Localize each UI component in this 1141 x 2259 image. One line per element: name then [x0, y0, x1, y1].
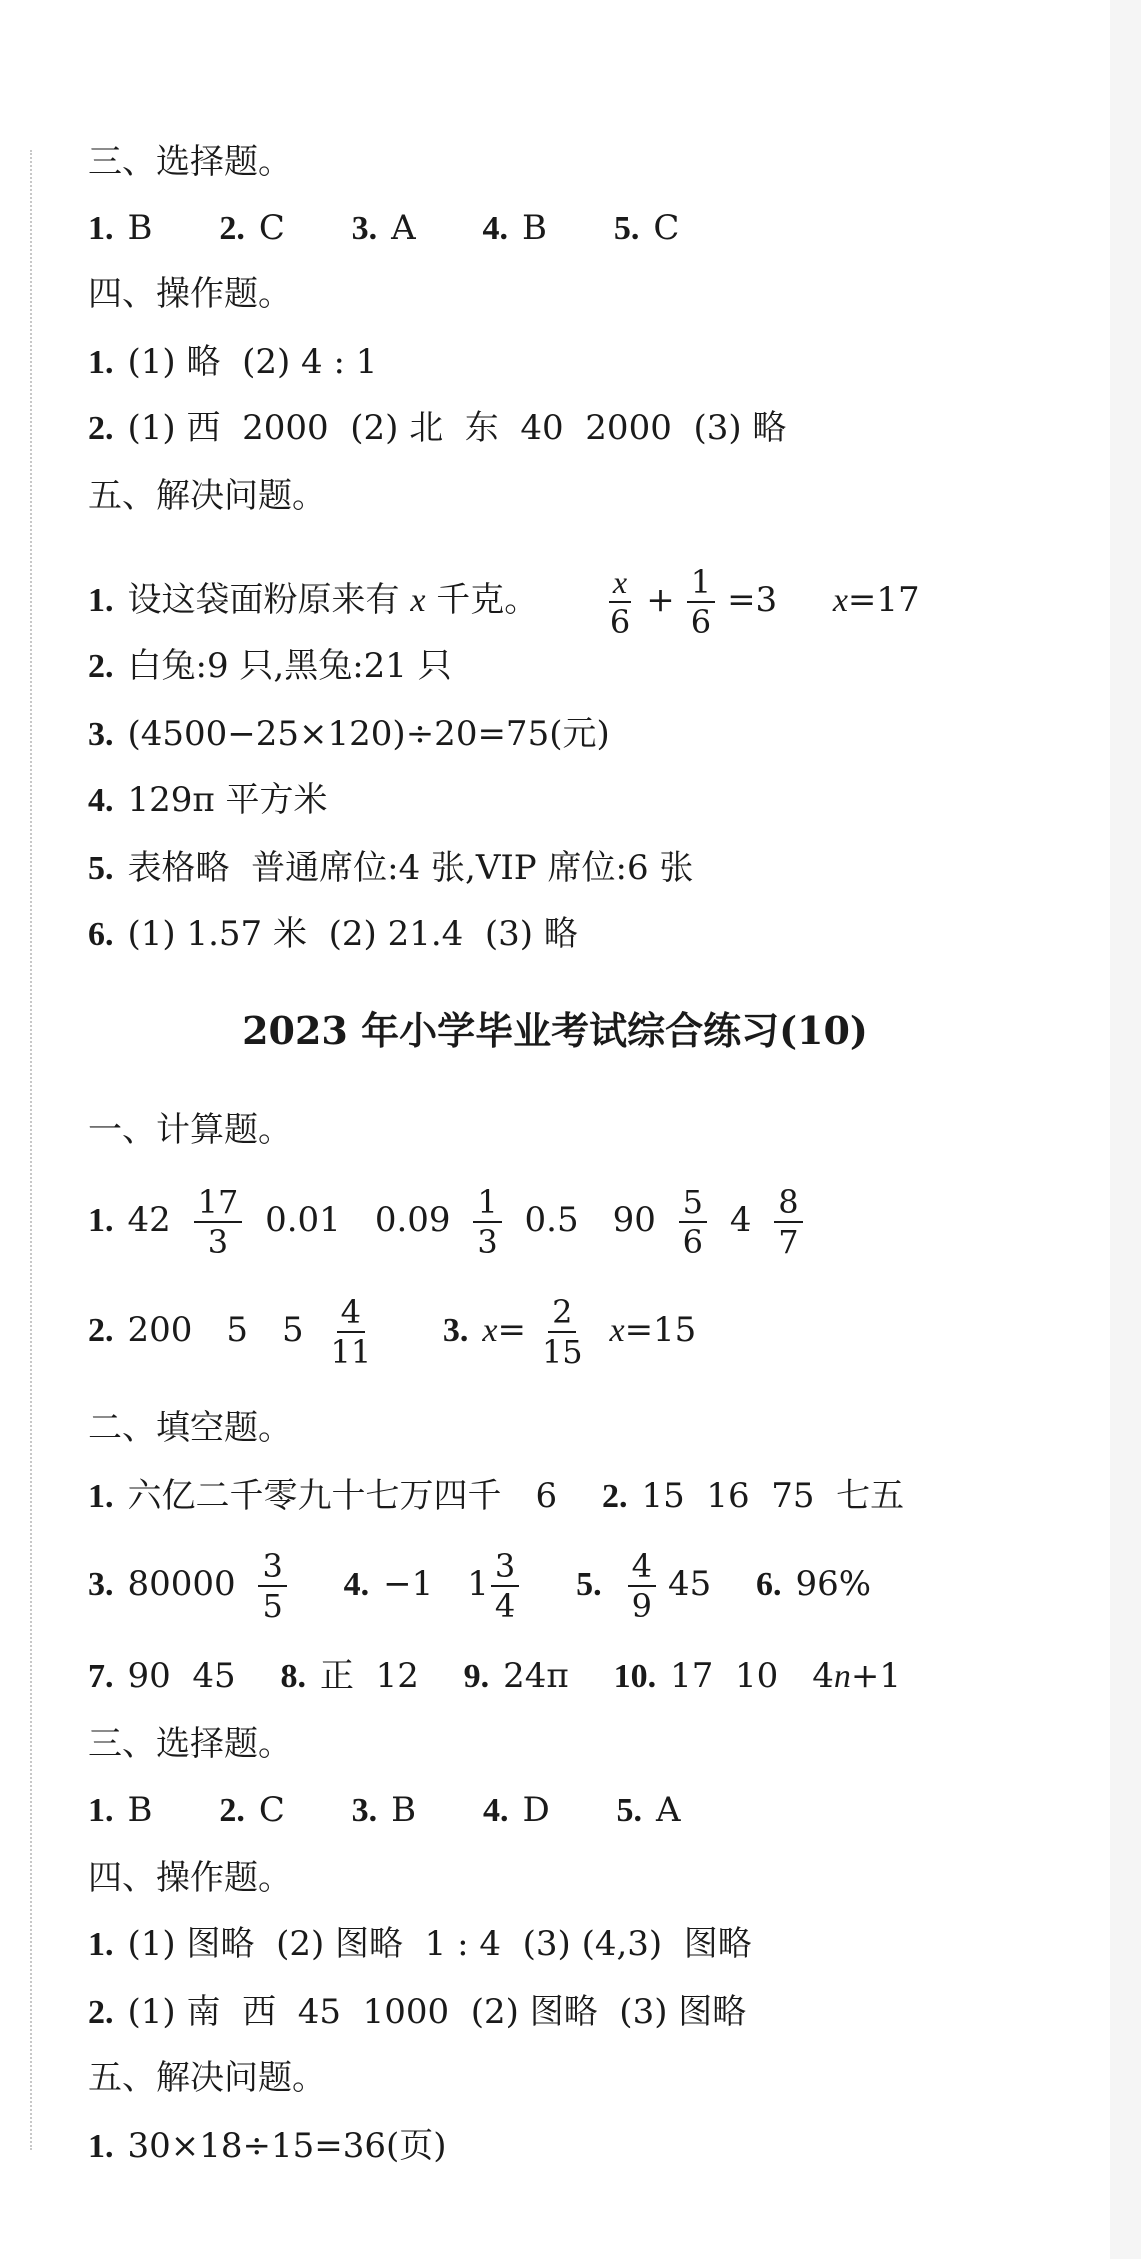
fraction: $\frac{3}{5}$: [258, 1547, 286, 1625]
fraction: $\frac{x}{6}$: [609, 564, 631, 641]
q-num: 6.: [88, 916, 114, 953]
text: 千克。: [436, 580, 539, 620]
q-num: 5.: [88, 850, 114, 887]
calc-q2-q3: 2. 200 5 5 $\frac{4}{11}$ 3. x= $\frac{2}{15}$ x=15: [88, 1293, 697, 1371]
q-num: 3.: [351, 210, 378, 247]
fraction: $\frac{3}{4}$: [491, 1547, 519, 1625]
answer: 129π 平方米: [127, 780, 328, 820]
q-num: 3.: [351, 1792, 378, 1829]
answer: B: [127, 208, 153, 248]
solve-q6: [88, 912, 578, 957]
fraction: $\frac{1}{6}$: [687, 563, 715, 641]
q-num: 5.: [576, 1566, 602, 1603]
q-num: 2.: [601, 1478, 628, 1515]
calc-q1: 1. 42 $\frac{17}{3}$ 0.01 0.09 $\frac{1}{3}$ 0.5 90 $\frac{5}{6}$ 4 $\frac{8}{7}$: [88, 1180, 815, 1261]
text: =3: [727, 580, 778, 620]
answer: (1) 1.57 米 (2) 21.4 (3) 略: [127, 914, 578, 954]
fraction: $\frac{8}{7}$: [774, 1183, 802, 1261]
operation-q1-2: 1. (1) 图略 (2) 图略 1 : 4 (3) (4,3) 图略: [88, 1924, 752, 1964]
exam-title: 2023 年小学毕业考试综合练习(10): [242, 1008, 868, 1053]
fraction: $\frac{1}{3}$: [473, 1183, 501, 1261]
section-title-fill: 二、填空题。: [88, 1408, 292, 1448]
section-title-choice-2: 三、选择题。: [88, 1724, 292, 1764]
q-num: 3.: [442, 1312, 469, 1349]
q-num: 1.: [88, 344, 114, 381]
section-title-solve-2: 五、解决问题。: [88, 2058, 326, 2098]
q-num: 4.: [482, 1792, 509, 1829]
q-num: 1.: [88, 1926, 114, 1963]
fraction: $\frac{4}{11}$: [330, 1293, 372, 1371]
solve-q1-2: 1. 30×18÷15=36(页): [88, 2126, 447, 2166]
q-num: 1.: [88, 2128, 114, 2165]
q-num: 5.: [616, 1792, 643, 1829]
choice-answers: [88, 206, 679, 251]
q-num: 1.: [88, 210, 114, 247]
solve-q1: 1. 设这袋面粉原来有 x 千克。 $\frac{x}{6}$ + $\frac{1}{6}$ =3 x=17: [88, 563, 920, 641]
operation-q1: [88, 340, 377, 385]
solve-q2: [88, 644, 452, 689]
fill-row2: 3. 80000 $\frac{3}{5}$ 4. −1 1 $\frac{3}{4}$ 5. $\frac{4}{9}$ 45 6. 96%: [88, 1547, 872, 1625]
q-num: 7.: [88, 1658, 114, 1695]
q-num: 9.: [463, 1658, 490, 1695]
text: 设这袋面粉原来有: [127, 580, 400, 620]
q-num: 1.: [88, 1202, 114, 1239]
answer: C: [653, 208, 680, 248]
binding-line: [30, 150, 32, 2150]
variable: x: [832, 582, 848, 619]
q-num: 3.: [88, 716, 114, 753]
q-num: 4.: [88, 782, 114, 819]
fraction: $\frac{17}{3}$: [194, 1183, 243, 1261]
answer: (4500−25×120)÷20=75(元): [127, 714, 610, 754]
operation-q2: [88, 406, 786, 451]
q-num: 2.: [88, 648, 114, 685]
q-num: 3.: [88, 1566, 114, 1603]
fill-row3: 7. 90 45 8. 正 12 9. 24π 10. 17 10 4n+1: [88, 1656, 902, 1696]
fraction: $\frac{4}{9}$: [628, 1547, 656, 1625]
answer: C: [258, 208, 285, 248]
solve-q3: [88, 712, 610, 757]
q-num: 2.: [219, 1792, 245, 1829]
answer: (1) 略 (2) 4 : 1: [127, 342, 378, 382]
fraction: $\frac{2}{15}$: [541, 1293, 583, 1371]
section-title-operation-2: 四、操作题。: [88, 1858, 292, 1898]
text: =17: [847, 580, 920, 620]
answer: 表格略 普通席位:4 张,VIP 席位:6 张: [127, 848, 694, 888]
q-num: 6.: [756, 1566, 782, 1603]
section-title-choice: 三、选择题。: [88, 142, 292, 182]
q-num: 4.: [343, 1566, 370, 1603]
fraction: $\frac{5}{6}$: [679, 1183, 707, 1261]
q-num: 2.: [88, 410, 114, 447]
q-num: 8.: [280, 1658, 306, 1695]
answer: (1) 西 2000 (2) 北 东 40 2000 (3) 略: [127, 408, 787, 448]
section-title-solve: 五、解决问题。: [88, 476, 326, 516]
q-num: 1.: [88, 1792, 114, 1829]
solve-q4: [88, 778, 328, 823]
operation-q2-2: 2. (1) 南 西 45 1000 (2) 图略 (3) 图略: [88, 1992, 747, 2032]
answer: B: [522, 208, 548, 248]
choice-answers-2: 1. B 2. C 3. B 4. D 5. A: [88, 1790, 681, 1830]
section-title-calc: 一、计算题。: [88, 1110, 292, 1150]
q-num: 5.: [613, 210, 640, 247]
q-num: 2.: [88, 1312, 114, 1349]
answer: 白兔:9 只,黑兔:21 只: [127, 646, 452, 686]
q-num: 1.: [88, 582, 114, 619]
q-num: 4.: [482, 210, 509, 247]
solve-q5: [88, 846, 693, 891]
variable: x: [410, 582, 426, 619]
q-num: 2.: [88, 1994, 114, 2031]
fill-row1: 1. 六亿二千零九十七万四千 6 2. 15 16 75 七五: [88, 1476, 905, 1516]
answer: A: [391, 208, 416, 248]
q-num: 2.: [219, 210, 245, 247]
q-num: 1.: [88, 1478, 114, 1515]
section-title-operation: 四、操作题。: [88, 274, 292, 314]
q-num: 10.: [613, 1658, 657, 1695]
